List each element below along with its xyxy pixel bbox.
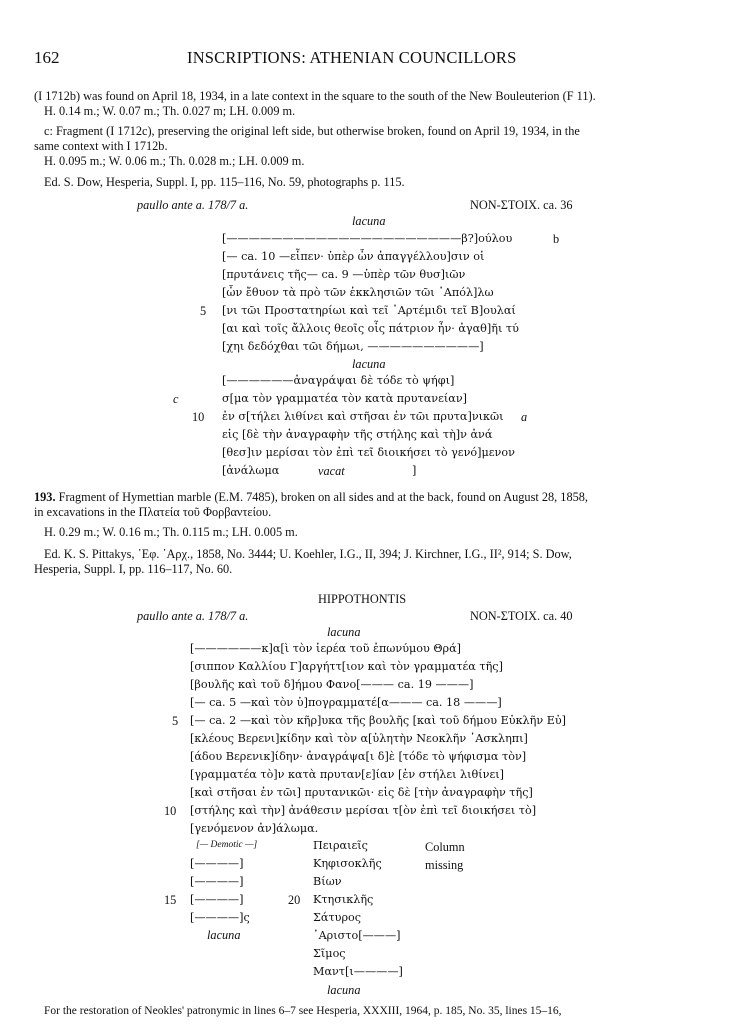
name-entry: [————]: [190, 875, 244, 888]
intro-line: same context with I 1712b.: [34, 139, 168, 153]
line-number: 10: [164, 804, 177, 818]
name-entry: Κηφισοκλῆς: [313, 857, 382, 870]
inscription-line: [——————κ]α[ὶ τὸν ἱερέα τοῦ ἐπωνύμου Θρά]: [190, 642, 462, 655]
inscription-line: [στήλης καὶ τὴν] ἀνάθεσιν μερίσαι τ[ὸν ἐπὶ τεῖ διοικήσει τὸ]: [190, 804, 537, 817]
vacat-label: vacat: [318, 464, 345, 478]
intro-dims: H. 0.14 m.; W. 0.07 m.; Th. 0.027 m; LH. 0.009 m.: [44, 104, 296, 118]
inscription-line: [——————ἀναγράψαι δὲ τόδε τὸ ψήφι]: [222, 374, 455, 387]
name-entry: [————]ς: [190, 911, 250, 924]
demotic-header: [— Demotic —]: [196, 840, 258, 850]
column-note: Column: [425, 840, 465, 854]
entry-number: 193.: [34, 490, 56, 504]
inscription-line: [γενόμενον ἀν]άλωμα.: [190, 822, 319, 835]
name-entry: [————]: [190, 857, 244, 870]
stoichedon-note: NON-ΣΤΟΙΧ. ca. 36: [470, 198, 573, 212]
inscription-line: [πρυτάνεις τῆς— ca. 9 —ὑπὲρ τῶν θυσ]ιῶν: [222, 268, 466, 281]
tribe-heading: HIPPOTHONTIS: [318, 592, 407, 606]
closing-bracket: ]: [412, 464, 417, 477]
intro-line: (I 1712b) was found on April 18, 1934, in a late context in the square to the south of the New Bouleuterion (F 11).: [34, 89, 596, 103]
lacuna-label: lacuna: [327, 625, 361, 639]
fragment-label: b: [553, 232, 560, 246]
column-note: missing: [425, 858, 464, 872]
name-entry: Μαντ[ι————]: [313, 965, 403, 978]
stoichedon-note: NON-ΣΤΟΙΧ. ca. 40: [470, 609, 573, 623]
entry-line: [34, 490, 588, 505]
inscription-line: [ἀνάλωμα: [222, 464, 280, 477]
inscription-line: [— ca. 2 —καὶ τὸν κῆρ]υκα τῆς βουλῆς [καὶ τοῦ δήμου Εὐκλῆν Εὐ]: [190, 714, 567, 727]
inscription-line: [— ca. 10 —εἶπεν· ὑπὲρ ὧν ἀπαγγέλλου]σιν οἱ: [222, 250, 485, 263]
page-number: 162: [34, 48, 60, 67]
inscription-line: [σιππον Καλλίου Γ]αργήττ[ιον καὶ τὸν γραμματέα τῆς]: [190, 660, 503, 673]
lacuna-label: lacuna: [327, 983, 361, 997]
entry-dims: H. 0.29 m.; W. 0.16 m.; Th. 0.115 m.; LH. 0.005 m.: [44, 525, 298, 539]
lacuna-label: lacuna: [207, 928, 241, 942]
inscription-line: [ὧν ἔθυον τὰ πρὸ τῶν ἐκκλησιῶν τῶι ᾽Απόλ]λω: [222, 286, 494, 299]
entry-line: in excavations in the Πλατεία τοῦ Φορβαντείου.: [34, 505, 272, 519]
line-number: 20: [288, 893, 301, 907]
inscription-line: [—————————————————————β?]ούλου: [222, 232, 513, 245]
edition-line: Ed. K. S. Pittakys, ᾽Εφ. ᾽Αρχ., 1858, No. 3444; U. Koehler, I.G., II, 394; J. Kirchner, I.G., II², 914; S. Dow,: [44, 547, 572, 561]
edition-line: Hesperia, Suppl. I, pp. 116–117, No. 60.: [34, 562, 233, 576]
intro-line: c: Fragment (I 1712c), preserving the original left side, but otherwise broken, found on April 19, 1934, in the: [44, 124, 580, 138]
edition-line: Ed. S. Dow, Hesperia, Suppl. I, pp. 115–116, No. 59, photographs p. 115.: [44, 175, 405, 189]
inscription-line: [νι τῶι Προστατηρίωι καὶ τεῖ ᾽Αρτέμιδι τεῖ Β]ουλαί: [222, 304, 516, 317]
line-number: 5: [200, 304, 207, 318]
name-entry: Βίων: [313, 875, 342, 888]
inscription-line: ἐν σ[τήλει λιθίνει καὶ στῆσαι ἐν τῶι πρυτα]νικῶι: [222, 410, 504, 423]
deme-heading: Πειραιεῖς: [313, 839, 368, 852]
inscription-line: [θεσ]ιν μερίσαι τὸν ἐπὶ τεῖ διοικήσει τὸ γενό]μενον: [222, 446, 515, 459]
entry-text: Fragment of Hymettian marble (E.M. 7485), broken on all sides and at the back, found on August 28, 1858,: [58, 490, 588, 504]
inscription-line: [καὶ στῆσαι ἐν τῶι] πρυτανικῶι· εἰς δὲ [τὴν ἀναγραφὴν τῆς]: [190, 786, 533, 799]
inscription-line: [αι καὶ τοῖς ἄλλοις θεοῖς οἷς πάτριον ἦν· ἀγαθ]ῆι τύ: [222, 322, 519, 335]
inscription-date: paullo ante a. 178/7 a.: [137, 609, 249, 623]
inscription-line: σ[μα τὸν γραμματέα τὸν κατὰ πρυτανείαν]: [222, 392, 467, 405]
intro-dims: H. 0.095 m.; W. 0.06 m.; Th. 0.028 m.; LH. 0.009 m.: [44, 154, 305, 168]
name-entry: Σάτυρος: [313, 911, 362, 924]
fragment-label: c: [173, 392, 179, 406]
lacuna-label: lacuna: [352, 214, 386, 228]
commentary-line: For the restoration of Neokles' patronymic in lines 6–7 see Hesperia, XXXIII, 1964, p. 185, No. 35, lines 15–16,: [44, 1005, 562, 1017]
fragment-label: a: [521, 410, 528, 424]
name-entry: Κτησικλῆς: [313, 893, 374, 906]
inscription-line: [γραμματέα τὸ]ν κατὰ πρυταν[ε]ίαν [ἐν στήλει λιθίνει]: [190, 768, 504, 781]
name-entry: [————]: [190, 893, 244, 906]
line-number: 15: [164, 893, 177, 907]
inscription-line: [κλέους Βερενι]κίδην καὶ τὸν α[ὐλητὴν Νεοκλῆν ᾽Ασκληπι]: [190, 732, 528, 745]
name-entry: ᾽Αριστο[———]: [313, 929, 401, 942]
inscription-line: [βουλῆς καὶ τοῦ δ]ήμου Φανο[——— ca. 19 ———]: [190, 678, 474, 691]
inscription-line: εἰς [δὲ τὴν ἀναγραφὴν τῆς στήλης καὶ τὴ]ν ἀνά: [222, 428, 493, 441]
lacuna-label: lacuna: [352, 357, 386, 371]
name-entry: Σῖμος: [313, 947, 346, 960]
inscription-line: [— ca. 5 —καὶ τὸν ὑ]πογραμματέ[α——— ca. 18 ———]: [190, 696, 502, 709]
running-title: INSCRIPTIONS: ATHENIAN COUNCILLORS: [187, 48, 517, 67]
inscription-line: [άδου Βερενικ]ίδην· ἀναγράψα[ι δ]ὲ [τόδε τὸ ψήφισμα τὸν]: [190, 750, 527, 763]
line-number: 10: [192, 410, 205, 424]
inscription-date: paullo ante a. 178/7 a.: [137, 198, 249, 212]
line-number: 5: [172, 714, 179, 728]
inscription-line: [χηι δεδόχθαι τῶι δήμωι, ——————————]: [222, 340, 484, 353]
